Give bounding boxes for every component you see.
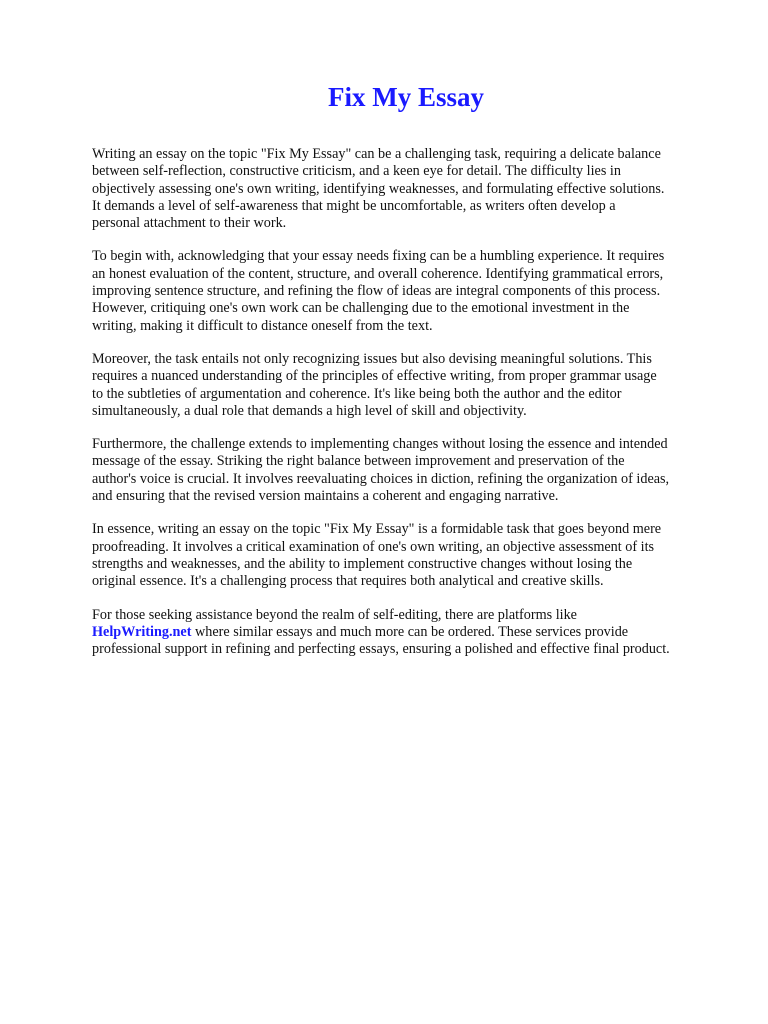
paragraph-line: professional support in refining and perfecting essays, ensuring a polished and effective final product.: [92, 641, 670, 658]
paragraph-line-text: where similar essays and much more can be ordered. These services provide: [191, 623, 629, 640]
paragraph-line: simultaneously, a dual role that demands a high level of skill and objectivity.: [92, 402, 527, 419]
paragraph-line: personal attachment to their work.: [92, 215, 287, 232]
paragraph-line: strengths and weaknesses, and the ability to implement constructive changes without losing the: [92, 555, 633, 572]
paragraph-line: Moreover, the task entails not only recognizing issues but also devising meaningful solutions. This: [92, 350, 652, 367]
paragraph-line: To begin with, acknowledging that your essay needs fixing can be a humbling experience. It requires: [92, 248, 665, 265]
paragraph-2: [92, 248, 732, 334]
paragraph-final: [92, 607, 732, 659]
paragraph-4: [92, 436, 732, 505]
paragraph-line: However, critiquing one's own work can be challenging due to the emotional investment in the: [92, 300, 630, 317]
paragraph-line: writing, making it difficult to distance oneself from the text.: [92, 317, 433, 334]
paragraph-line: an honest evaluation of the content, structure, and overall coherence. Identifying grammatical errors,: [92, 265, 664, 282]
paragraph-line: For those seeking assistance beyond the realm of self-editing, there are platforms like: [92, 606, 577, 623]
paragraph-line: requires a nuanced understanding of the principles of effective writing, from proper grammar usage: [92, 368, 657, 385]
paragraph-3: [92, 351, 732, 420]
paragraph-5: [92, 521, 732, 590]
paragraph-line: author's voice is crucial. It involves reevaluating choices in diction, refining the organization of ideas,: [92, 470, 670, 487]
paragraph-line: objectively assessing one's own writing, identifying weaknesses, and formulating effective solutions.: [92, 180, 665, 197]
paragraph-line: Writing an essay on the topic "Fix My Essay" can be a challenging task, requiring a delicate balance: [92, 146, 661, 162]
paragraph-line: proofreading. It involves a critical examination of one's own writing, an objective assessment of its: [92, 538, 655, 555]
essay-body: [92, 146, 732, 674]
page-title: Fix My Essay: [327, 82, 484, 112]
paragraph-line: Furthermore, the challenge extends to implementing changes without losing the essence and intended: [92, 436, 668, 453]
paragraph-line: In essence, writing an essay on the topic "Fix My Essay" is a formidable task that goes beyond mere: [92, 521, 662, 538]
paragraph-line: improving sentence structure, and refining the flow of ideas are integral components of this process.: [92, 283, 661, 300]
paragraph-line: between self-reflection, constructive criticism, and a keen eye for detail. The difficulty lies in: [92, 163, 621, 180]
paragraph-line: original essence. It's a challenging process that requires both analytical and creative skills.: [92, 573, 604, 590]
paragraph-line: It demands a level of self-awareness that might be uncomfortable, as writers often develop a: [92, 197, 616, 214]
paragraph-line: and ensuring that the revised version maintains a coherent and engaging narrative.: [92, 488, 559, 505]
paragraph-line-with-link: [92, 624, 732, 641]
paragraph-line: message of the essay. Striking the right balance between improvement and preservation of the: [92, 453, 625, 470]
helpwriting-link[interactable]: HelpWriting.net: [92, 623, 192, 640]
paragraph-1: [92, 146, 732, 232]
paragraph-line: to the subtleties of argumentation and coherence. It's like being both the author and the editor: [92, 385, 622, 402]
